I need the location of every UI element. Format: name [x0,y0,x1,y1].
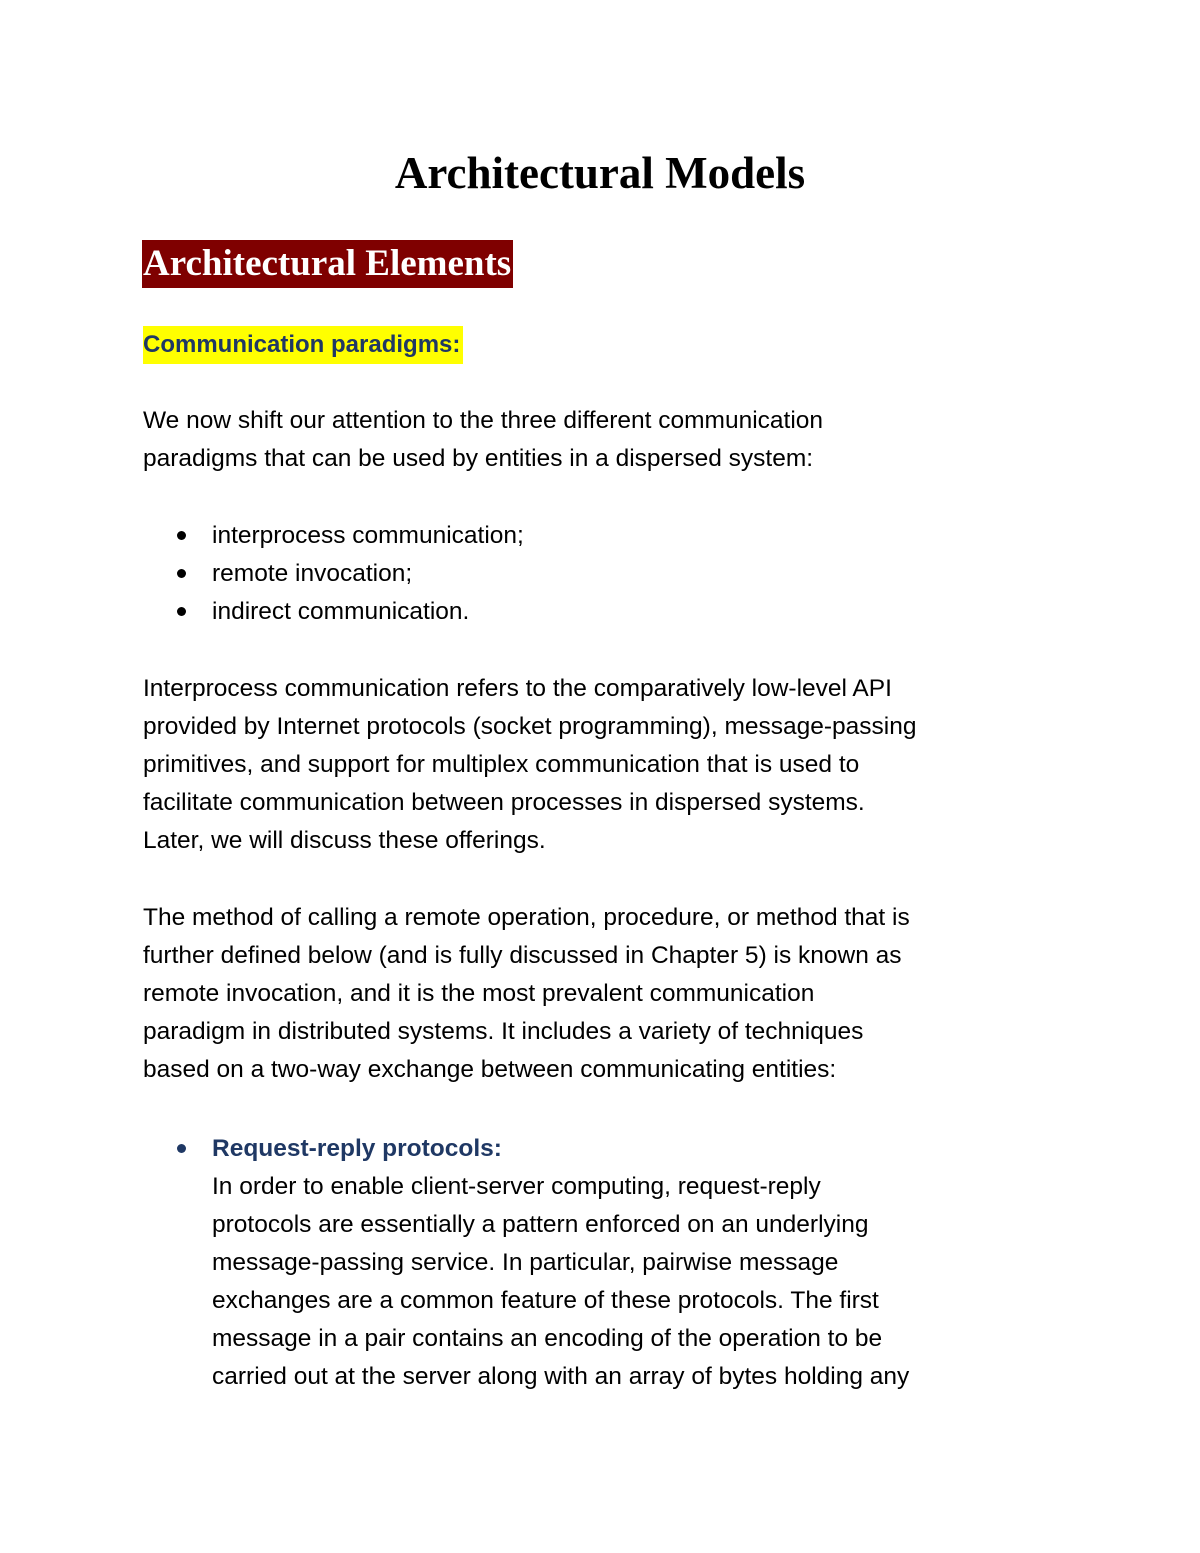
list-item [143,593,524,631]
paragraph-line: exchanges are a common feature of these protocols. The first [212,1287,879,1314]
section-heading: Architectural Elements [142,240,513,288]
request-reply-item [143,1130,1103,1396]
document-title: Architectural Models [394,148,806,198]
paragraph-line: remote invocation, and it is the most prevalent communication [143,980,815,1007]
bullet-icon [177,569,186,578]
paragraph-line: facilitate communication between processes in dispersed systems. [143,789,865,816]
request-reply-heading [143,1130,1103,1168]
ipc-paragraph [143,670,1083,860]
request-reply-title: Request-reply protocols: [212,1135,502,1162]
paragraph-line: protocols are essentially a pattern enforced on an underlying [212,1211,869,1238]
paragraph-line: message-passing service. In particular, pairwise message [212,1249,839,1276]
paragraph-line: paradigm in distributed systems. It includes a variety of techniques [143,1018,864,1045]
paragraph-line: further defined below (and is fully discussed in Chapter 5) is known as [143,942,902,969]
list-item-text: remote invocation; [212,560,413,587]
paragraph-line: Later, we will discuss these offerings. [143,827,546,854]
paradigm-list [143,517,524,631]
paragraph-line: paradigms that can be used by entities in a dispersed system: [143,445,814,472]
paragraph-line: In order to enable client-server computing, request-reply [212,1173,821,1200]
list-item [143,517,524,555]
paragraph-line: Interprocess communication refers to the comparatively low-level API [143,675,892,702]
paragraph-line: primitives, and support for multiplex communication that is used to [143,751,860,778]
intro-paragraph [143,402,1083,478]
paragraph-line: The method of calling a remote operation, procedure, or method that is [143,904,910,931]
bullet-icon [177,607,186,616]
paragraph-line: We now shift our attention to the three different communication [143,407,824,434]
paragraph-line: message in a pair contains an encoding of the operation to be [212,1325,883,1352]
remote-invocation-paragraph [143,899,1083,1089]
list-item-text: indirect communication. [212,598,470,625]
sub-heading: Communication paradigms: [143,326,463,364]
bullet-icon [177,531,186,540]
bullet-icon [177,1144,186,1153]
request-reply-description [143,1168,1103,1396]
paragraph-line: carried out at the server along with an array of bytes holding any [212,1363,910,1390]
list-item [143,555,524,593]
paragraph-line: provided by Internet protocols (socket programming), message-passing [143,713,917,740]
list-item-text: interprocess communication; [212,522,524,549]
paragraph-line: based on a two-way exchange between communicating entities: [143,1056,837,1083]
